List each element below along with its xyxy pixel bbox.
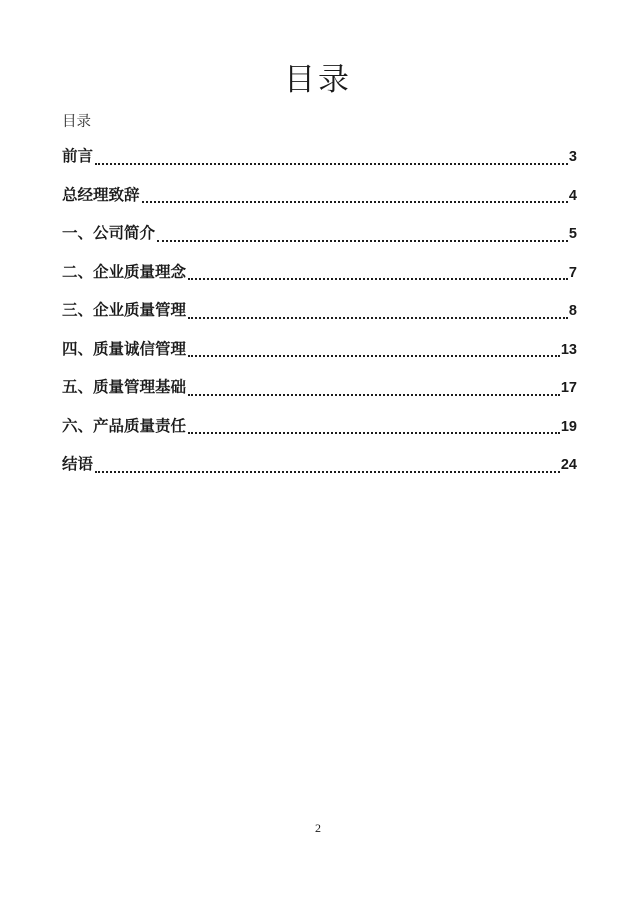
toc-entry-page-number: 8 [568, 303, 577, 319]
toc-entry[interactable] [62, 262, 577, 284]
toc-entry[interactable] [62, 300, 577, 322]
toc-list [62, 146, 577, 493]
toc-entry-page-number: 24 [560, 457, 577, 473]
toc-entry-label: 结语 [62, 456, 94, 473]
toc-entry-label: 六、产品质量责任 [62, 417, 187, 435]
toc-leader-dots [95, 163, 568, 165]
page-title: 目录 [284, 62, 352, 97]
toc-entry-label: 三、企业质量管理 [62, 302, 187, 319]
toc-leader-dots [188, 355, 560, 357]
toc-entry-page-number: 19 [560, 418, 577, 435]
toc-entry-page-number: 13 [560, 341, 577, 358]
toc-leader-dots [95, 471, 560, 473]
toc-entry[interactable] [62, 416, 577, 438]
toc-entry-label: 二、企业质量理念 [62, 263, 187, 281]
toc-entry-page-number: 3 [568, 149, 577, 165]
toc-field-label: 目录 [62, 114, 91, 130]
toc-leader-dots [188, 432, 560, 434]
toc-entry-label: 一、公司简介 [62, 225, 156, 242]
toc-entry[interactable] [62, 223, 577, 245]
toc-leader-dots [188, 394, 560, 396]
toc-leader-dots [188, 317, 568, 319]
toc-entry-page-number: 4 [568, 187, 577, 204]
toc-entry-label: 前言 [62, 148, 94, 165]
toc-entry-page-number: 17 [560, 380, 577, 396]
toc-leader-dots [157, 240, 568, 242]
toc-entry[interactable] [62, 339, 577, 361]
toc-entry-label: 五、质量管理基础 [62, 379, 187, 396]
toc-entry[interactable] [62, 377, 577, 399]
toc-entry[interactable] [62, 454, 577, 476]
toc-entry-page-number: 5 [568, 226, 577, 242]
toc-entry-label: 四、质量诚信管理 [62, 340, 187, 358]
toc-entry[interactable] [62, 185, 577, 207]
page-number: 2 [315, 821, 321, 835]
toc-entry[interactable] [62, 146, 577, 168]
toc-leader-dots [188, 278, 568, 280]
toc-leader-dots [142, 201, 568, 203]
toc-entry-label: 总经理致辞 [62, 186, 140, 204]
toc-entry-page-number: 7 [568, 264, 577, 281]
